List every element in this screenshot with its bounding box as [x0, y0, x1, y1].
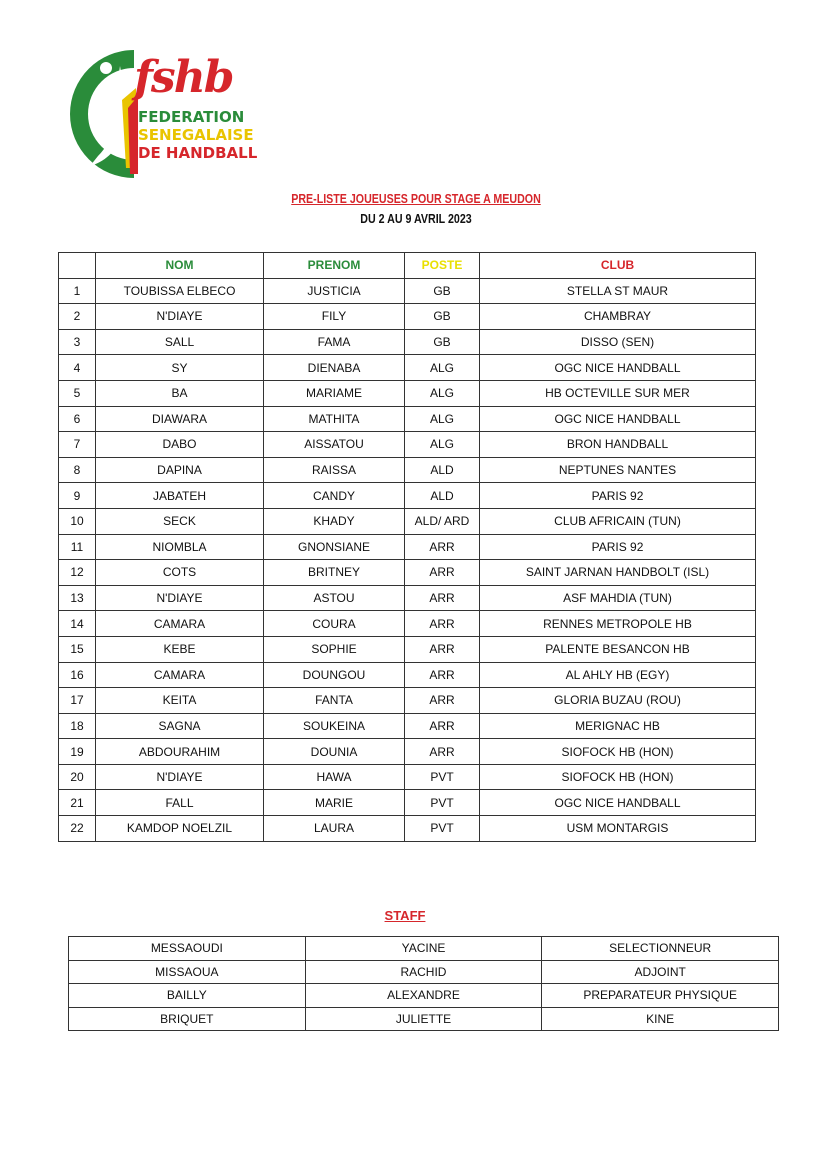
staff-role: ADJOINT: [542, 960, 779, 984]
player-prenom: AISSATOU: [264, 432, 405, 458]
player-nom: ABDOURAHIM: [96, 739, 264, 765]
player-prenom: DOUNIA: [264, 739, 405, 765]
player-number: 7: [59, 432, 96, 458]
player-nom: FALL: [96, 790, 264, 816]
table-row: [59, 483, 756, 509]
player-nom: CAMARA: [96, 611, 264, 637]
player-prenom: FILY: [264, 304, 405, 330]
player-nom: DAPINA: [96, 457, 264, 483]
player-number: 1: [59, 278, 96, 304]
table-row: [59, 457, 756, 483]
player-prenom: CANDY: [264, 483, 405, 509]
player-prenom: COURA: [264, 611, 405, 637]
player-prenom: SOPHIE: [264, 636, 405, 662]
player-number: 12: [59, 560, 96, 586]
player-nom: KAMDOP NOELZIL: [96, 816, 264, 842]
player-prenom: FANTA: [264, 688, 405, 714]
player-number: 5: [59, 380, 96, 406]
player-nom: TOUBISSA ELBECO: [96, 278, 264, 304]
player-club: DISSO (SEN): [480, 329, 756, 355]
table-row: [59, 739, 756, 765]
player-number: 20: [59, 764, 96, 790]
player-club: MERIGNAC HB: [480, 713, 756, 739]
player-poste: GB: [405, 304, 480, 330]
staff-role: SELECTIONNEUR: [542, 937, 779, 961]
player-club: GLORIA BUZAU (ROU): [480, 688, 756, 714]
player-club: RENNES METROPOLE HB: [480, 611, 756, 637]
player-number: 16: [59, 662, 96, 688]
player-nom: NIOMBLA: [96, 534, 264, 560]
player-prenom: KHADY: [264, 508, 405, 534]
player-prenom: JUSTICIA: [264, 278, 405, 304]
player-prenom: FAMA: [264, 329, 405, 355]
table-row: [59, 560, 756, 586]
player-number: 4: [59, 355, 96, 381]
staff-prenom: YACINE: [305, 937, 542, 961]
table-row: [59, 380, 756, 406]
player-club: OGC NICE HANDBALL: [480, 355, 756, 381]
staff-prenom: ALEXANDRE: [305, 984, 542, 1008]
player-prenom: SOUKEINA: [264, 713, 405, 739]
player-poste: ARR: [405, 534, 480, 560]
player-club: PARIS 92: [480, 534, 756, 560]
players-body: [59, 278, 756, 841]
player-poste: ARR: [405, 688, 480, 714]
player-prenom: RAISSA: [264, 457, 405, 483]
player-number: 19: [59, 739, 96, 765]
staff-table: [68, 936, 779, 1031]
staff-nom: BAILLY: [69, 984, 306, 1008]
player-nom: SALL: [96, 329, 264, 355]
player-club: NEPTUNES NANTES: [480, 457, 756, 483]
header-club: CLUB: [480, 253, 756, 279]
staff-nom: BRIQUET: [69, 1007, 306, 1031]
logo-brand-text: fshb: [134, 52, 233, 103]
player-prenom: BRITNEY: [264, 560, 405, 586]
logo-line-1: FEDERATION: [138, 108, 245, 126]
player-prenom: MARIE: [264, 790, 405, 816]
player-prenom: MARIAME: [264, 380, 405, 406]
players-table: [58, 252, 756, 842]
staff-role: PREPARATEUR PHYSIQUE: [542, 984, 779, 1008]
table-row: [59, 585, 756, 611]
player-poste: ALG: [405, 432, 480, 458]
table-row: [59, 355, 756, 381]
player-number: 13: [59, 585, 96, 611]
table-row: [59, 662, 756, 688]
table-row: [59, 688, 756, 714]
player-club: CHAMBRAY: [480, 304, 756, 330]
player-nom: SECK: [96, 508, 264, 534]
table-row: [59, 764, 756, 790]
table-row: [69, 937, 779, 961]
header-poste: POSTE: [405, 253, 480, 279]
player-poste: ALD: [405, 483, 480, 509]
player-club: BRON HANDBALL: [480, 432, 756, 458]
player-prenom: DOUNGOU: [264, 662, 405, 688]
player-poste: ARR: [405, 585, 480, 611]
table-row: [59, 406, 756, 432]
player-number: 6: [59, 406, 96, 432]
player-club: AL AHLY HB (EGY): [480, 662, 756, 688]
player-nom: KEBE: [96, 636, 264, 662]
player-poste: ARR: [405, 611, 480, 637]
player-club: OGC NICE HANDBALL: [480, 790, 756, 816]
player-prenom: MATHITA: [264, 406, 405, 432]
player-poste: ALD: [405, 457, 480, 483]
player-poste: ALG: [405, 355, 480, 381]
table-row: [59, 816, 756, 842]
player-club: SIOFOCK HB (HON): [480, 764, 756, 790]
player-poste: ARR: [405, 713, 480, 739]
document-title: PRE-LISTE JOUEUSES POUR STAGE A MEUDON: [291, 191, 541, 206]
player-club: ASF MAHDIA (TUN): [480, 585, 756, 611]
header-num: [59, 253, 96, 279]
player-number: 21: [59, 790, 96, 816]
table-row: [59, 790, 756, 816]
table-row: [59, 534, 756, 560]
player-nom: JABATEH: [96, 483, 264, 509]
player-nom: N'DIAYE: [96, 304, 264, 330]
table-row: [59, 508, 756, 534]
player-poste: PVT: [405, 816, 480, 842]
header-nom: NOM: [96, 253, 264, 279]
player-prenom: ASTOU: [264, 585, 405, 611]
player-poste: ARR: [405, 636, 480, 662]
player-number: 15: [59, 636, 96, 662]
player-poste: PVT: [405, 790, 480, 816]
player-club: STELLA ST MAUR: [480, 278, 756, 304]
table-row: [69, 960, 779, 984]
player-club: HB OCTEVILLE SUR MER: [480, 380, 756, 406]
player-nom: N'DIAYE: [96, 585, 264, 611]
player-club: PALENTE BESANCON HB: [480, 636, 756, 662]
staff-body: [69, 937, 779, 1031]
document-subtitle: DU 2 AU 9 AVRIL 2023: [360, 211, 472, 226]
player-nom: SAGNA: [96, 713, 264, 739]
player-prenom: DIENABA: [264, 355, 405, 381]
logo-line-3: DE HANDBALL: [138, 144, 258, 162]
table-row: [59, 611, 756, 637]
player-number: 9: [59, 483, 96, 509]
players-header-row: [59, 253, 756, 279]
player-poste: GB: [405, 329, 480, 355]
logo-line-2: SENEGALAISE: [138, 126, 254, 144]
staff-title: STAFF: [384, 908, 426, 923]
staff-prenom: RACHID: [305, 960, 542, 984]
player-prenom: GNONSIANE: [264, 534, 405, 560]
player-number: 11: [59, 534, 96, 560]
player-club: OGC NICE HANDBALL: [480, 406, 756, 432]
table-row: [59, 432, 756, 458]
logo-federation-name: [138, 108, 257, 162]
player-number: 8: [59, 457, 96, 483]
player-poste: ALD/ ARD: [405, 508, 480, 534]
player-nom: SY: [96, 355, 264, 381]
player-number: 3: [59, 329, 96, 355]
player-poste: ARR: [405, 662, 480, 688]
player-poste: ARR: [405, 739, 480, 765]
player-nom: COTS: [96, 560, 264, 586]
player-poste: ALG: [405, 406, 480, 432]
table-row: [59, 329, 756, 355]
player-club: USM MONTARGIS: [480, 816, 756, 842]
table-row: [59, 636, 756, 662]
table-row: [59, 278, 756, 304]
player-prenom: LAURA: [264, 816, 405, 842]
player-nom: DIAWARA: [96, 406, 264, 432]
player-number: 17: [59, 688, 96, 714]
staff-prenom: JULIETTE: [305, 1007, 542, 1031]
player-number: 18: [59, 713, 96, 739]
player-nom: N'DIAYE: [96, 764, 264, 790]
player-nom: DABO: [96, 432, 264, 458]
player-poste: ARR: [405, 560, 480, 586]
player-poste: ALG: [405, 380, 480, 406]
table-row: [69, 984, 779, 1008]
table-row: [59, 713, 756, 739]
staff-role: KINE: [542, 1007, 779, 1031]
player-prenom: HAWA: [264, 764, 405, 790]
player-number: 22: [59, 816, 96, 842]
player-club: CLUB AFRICAIN (TUN): [480, 508, 756, 534]
player-nom: BA: [96, 380, 264, 406]
staff-nom: MESSAOUDI: [69, 937, 306, 961]
table-row: [69, 1007, 779, 1031]
player-number: 10: [59, 508, 96, 534]
player-poste: GB: [405, 278, 480, 304]
staff-nom: MISSAOUA: [69, 960, 306, 984]
player-club: SAINT JARNAN HANDBOLT (ISL): [480, 560, 756, 586]
header-prenom: PRENOM: [264, 253, 405, 279]
player-nom: CAMARA: [96, 662, 264, 688]
player-number: 14: [59, 611, 96, 637]
player-club: PARIS 92: [480, 483, 756, 509]
player-nom: KEITA: [96, 688, 264, 714]
table-row: [59, 304, 756, 330]
player-club: SIOFOCK HB (HON): [480, 739, 756, 765]
player-poste: PVT: [405, 764, 480, 790]
player-number: 2: [59, 304, 96, 330]
